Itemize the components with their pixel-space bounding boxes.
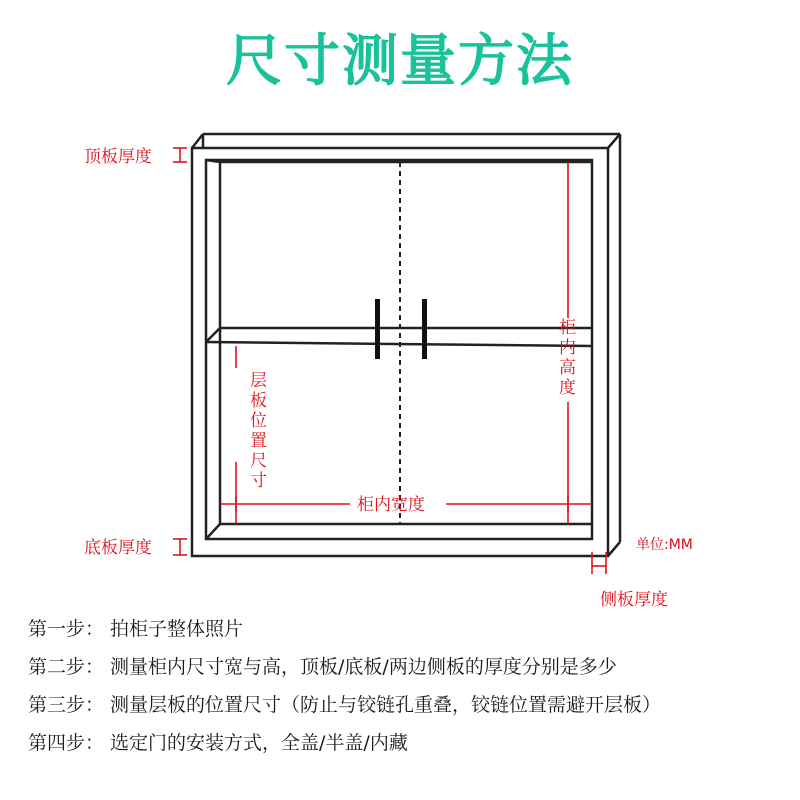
inner-height-char: 柜 xyxy=(559,318,576,338)
shelf-position-char: 板 xyxy=(250,391,267,411)
shelf-position-label xyxy=(250,371,267,491)
shelf-position-char: 位 xyxy=(250,411,267,431)
cabinet-body xyxy=(192,134,620,556)
step-item xyxy=(28,724,788,762)
step-text: 选定门的安装方式，全盖/半盖/内藏 xyxy=(110,732,408,754)
step-label: 第一步： xyxy=(28,618,105,640)
step-item xyxy=(28,648,788,686)
inner-height-char: 内 xyxy=(559,338,576,358)
step-label: 第二步： xyxy=(28,656,105,678)
inner-width-label: 柜内宽度 xyxy=(357,495,425,515)
shelf-position-char: 尺 xyxy=(250,451,267,471)
step-item xyxy=(28,610,788,648)
left-handle xyxy=(375,299,380,359)
step-text: 测量层板的位置尺寸（防止与铰链孔重叠，铰链位置需避开层板） xyxy=(110,694,662,716)
page-title: 尺寸测量方法 xyxy=(226,29,574,94)
steps-list xyxy=(28,610,788,762)
right-handle xyxy=(422,299,427,359)
unit-label: 单位:MM xyxy=(636,537,693,553)
step-label: 第四步： xyxy=(28,732,105,754)
bottom-thickness-label: 底板厚度 xyxy=(84,538,152,558)
side-thickness-label: 侧板厚度 xyxy=(600,590,668,610)
inner-height-char: 度 xyxy=(559,378,576,398)
step-text: 测量柜内尺寸宽与高，顶板/底板/两边侧板的厚度分别是多少 xyxy=(110,656,617,678)
shelf-position-char: 层 xyxy=(250,371,267,391)
shelf-position-char: 置 xyxy=(250,431,267,451)
top-thickness-label: 顶板厚度 xyxy=(84,147,152,167)
step-item xyxy=(28,686,788,724)
step-label: 第三步： xyxy=(28,694,105,716)
step-text: 拍柜子整体照片 xyxy=(110,618,244,640)
inner-height-char: 高 xyxy=(559,358,576,378)
inner-height-label xyxy=(559,318,576,398)
shelf-position-char: 寸 xyxy=(250,471,267,491)
